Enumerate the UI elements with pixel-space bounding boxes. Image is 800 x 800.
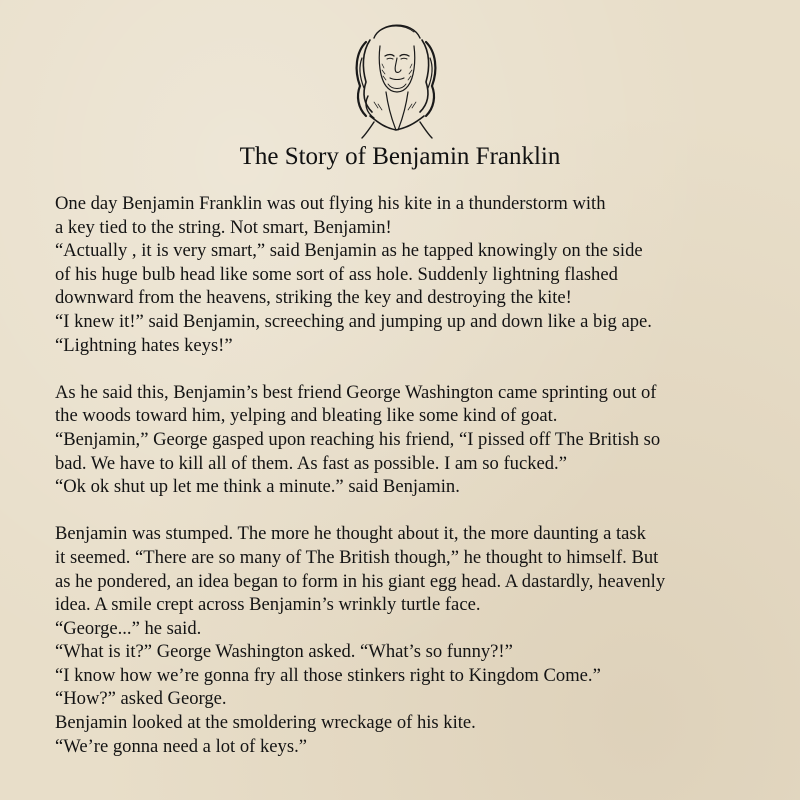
text-line: idea. A smile crept across Benjamin’s wrinkly turtle face. bbox=[55, 594, 481, 616]
text-line: As he said this, Benjamin’s best friend George Washington came sprinting out of bbox=[55, 381, 657, 403]
text-line: “Lightning hates keys!” bbox=[55, 334, 233, 356]
text-line: it seemed. “There are so many of The British though,” he thought to himself. But bbox=[55, 546, 659, 568]
text-line: of his huge bulb head like some sort of ass hole. Suddenly lightning flashed bbox=[55, 263, 618, 285]
text-line: Benjamin looked at the smoldering wreckage of his kite. bbox=[55, 712, 476, 734]
paragraph-3 bbox=[55, 522, 775, 758]
story-title: The Story of Benjamin Franklin bbox=[239, 143, 561, 170]
text-line: “Actually , it is very smart,” said Benjamin as he tapped knowingly on the side bbox=[55, 240, 643, 262]
text-line: “I know how we’re gonna fry all those stinkers right to Kingdom Come.” bbox=[55, 664, 601, 686]
text-line: the woods toward him, yelping and bleating like some kind of goat. bbox=[55, 405, 558, 427]
text-line: “George...” he said. bbox=[55, 617, 202, 639]
text-line: downward from the heavens, striking the key and destroying the kite! bbox=[55, 287, 572, 309]
paragraph-1 bbox=[55, 192, 775, 357]
story-body bbox=[55, 192, 775, 758]
text-line: “What is it?” George Washington asked. “What’s so funny?!” bbox=[55, 641, 513, 663]
text-line: “How?” asked George. bbox=[55, 688, 227, 710]
text-line: “Benjamin,” George gasped upon reaching his friend, “I pissed off The British so bbox=[55, 428, 661, 450]
text-line: “We’re gonna need a lot of keys.” bbox=[55, 735, 307, 757]
text-line: bad. We have to kill all of them. As fast as possible. I am so fucked.” bbox=[55, 452, 567, 474]
text-line: “Ok ok shut up let me think a minute.” said Benjamin. bbox=[55, 476, 460, 498]
paragraph-2 bbox=[55, 381, 775, 499]
paragraph-gap bbox=[55, 499, 775, 523]
text-line: as he pondered, an idea began to form in his giant egg head. A dastardly, heavenly bbox=[55, 570, 666, 592]
benjamin-franklin-portrait-icon bbox=[344, 12, 450, 140]
text-line: One day Benjamin Franklin was out flying his kite in a thunderstorm with bbox=[55, 193, 606, 214]
text-line: a key tied to the string. Not smart, Benjamin! bbox=[55, 216, 392, 238]
text-line: “I knew it!” said Benjamin, screeching and jumping up and down like a big ape. bbox=[55, 310, 652, 332]
text-line: Benjamin was stumped. The more he thought about it, the more daunting a task bbox=[55, 523, 646, 545]
paragraph-gap bbox=[55, 357, 775, 381]
